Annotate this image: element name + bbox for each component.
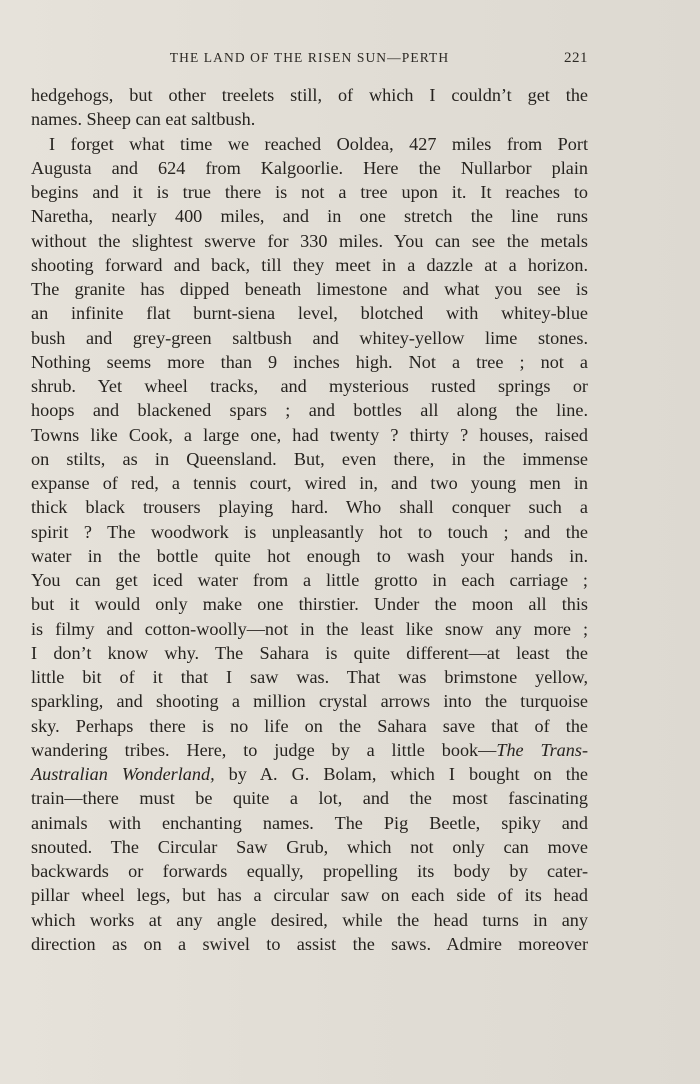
text-line: sparkling, and shooting a million crystal arrows into the turquoise	[31, 691, 588, 712]
text-line: I forget what time we reached Ooldea, 427 miles from Port	[49, 133, 588, 154]
text-line: spirit ? The woodwork is unpleasantly hot to touch ; and the	[31, 521, 588, 542]
text-line: You can get iced water from a little grotto in each carriage ;	[31, 570, 588, 590]
text-line: thick black trousers playing hard. Who shall conquer such a	[31, 497, 588, 518]
text-line: is filmy and cotton-woolly—not in the least like snow any more ;	[31, 618, 588, 639]
text-segment: wandering tribes. Here, to judge by a little book—	[31, 739, 497, 760]
text-line: which works at any angle desired, while the head turns in any	[31, 909, 588, 930]
text-line: on stilts, as in Queensland. But, even there, in the immense	[31, 448, 588, 469]
page-number: 221	[564, 50, 588, 66]
text-line: shooting forward and back, till they meet in a dazzle at a horizon.	[31, 254, 588, 275]
text-line: an infinite flat burnt-siena level, blotched with whitey-blue	[31, 303, 588, 324]
book-title-italic: The Trans-	[496, 739, 588, 760]
text-line: direction as on a swivel to assist the saws. Admire moreover	[31, 933, 588, 954]
text-line: little bit of it that I saw was. That was brimstone yellow,	[31, 667, 588, 687]
body-text	[31, 83, 588, 956]
book-title-italic: Australian Wonderland,	[31, 764, 215, 784]
text-line: Naretha, nearly 400 miles, and in one stretch the line runs	[31, 206, 588, 227]
text-line: snouted. The Circular Saw Grub, which not only can move	[31, 836, 588, 857]
text-line	[31, 762, 588, 786]
text-line: hoops and blackened spars ; and bottles all along the line.	[31, 400, 588, 421]
text-line: without the slightest swerve for 330 miles. You can see the metals	[31, 230, 588, 251]
text-line: hedgehogs, but other treelets still, of which I couldn’t get the	[31, 85, 588, 105]
text-line: begins and it is true there is not a tree upon it. It reaches to	[31, 182, 588, 202]
text-line: I don’t know why. The Sahara is quite different—at least the	[31, 642, 588, 663]
text-line: train—there must be quite a lot, and the most fascinating	[31, 788, 588, 809]
text-segment: by A. G. Bolam, which I bought on the	[214, 764, 589, 784]
page-header	[31, 50, 588, 70]
text-line: Towns like Cook, a large one, had twenty ? thirty ? houses, raised	[31, 424, 588, 445]
text-line: The granite has dipped beneath limestone and what you see is	[31, 279, 588, 299]
running-head: THE LAND OF THE RISEN SUN—PERTH	[169, 50, 450, 65]
text-line: sky. Perhaps there is no life on the Sahara save that of the	[31, 715, 588, 736]
text-line: water in the bottle quite hot enough to wash your hands in.	[31, 545, 588, 566]
text-line: Nothing seems more than 9 inches high. Not a tree ; not a	[31, 351, 588, 372]
text-line: Augusta and 624 from Kalgoorlie. Here the Nullarbor plain	[31, 157, 588, 178]
text-line: names. Sheep can eat saltbush.	[31, 109, 256, 130]
text-line: but it would only make one thirstier. Under the moon all this	[31, 594, 588, 615]
text-line: pillar wheel legs, but has a circular saw on each side of its head	[31, 885, 588, 906]
text-line: animals with enchanting names. The Pig Beetle, spiky and	[31, 812, 588, 833]
text-line: shrub. Yet wheel tracks, and mysterious rusted springs or	[31, 376, 588, 396]
text-line: expanse of red, a tennis court, wired in, and two young men in	[31, 473, 588, 493]
text-line: bush and grey-green saltbush and whitey-yellow lime stones.	[31, 327, 588, 348]
text-line	[31, 738, 588, 762]
text-line: backwards or forwards equally, propelling its body by cater-	[31, 861, 588, 881]
